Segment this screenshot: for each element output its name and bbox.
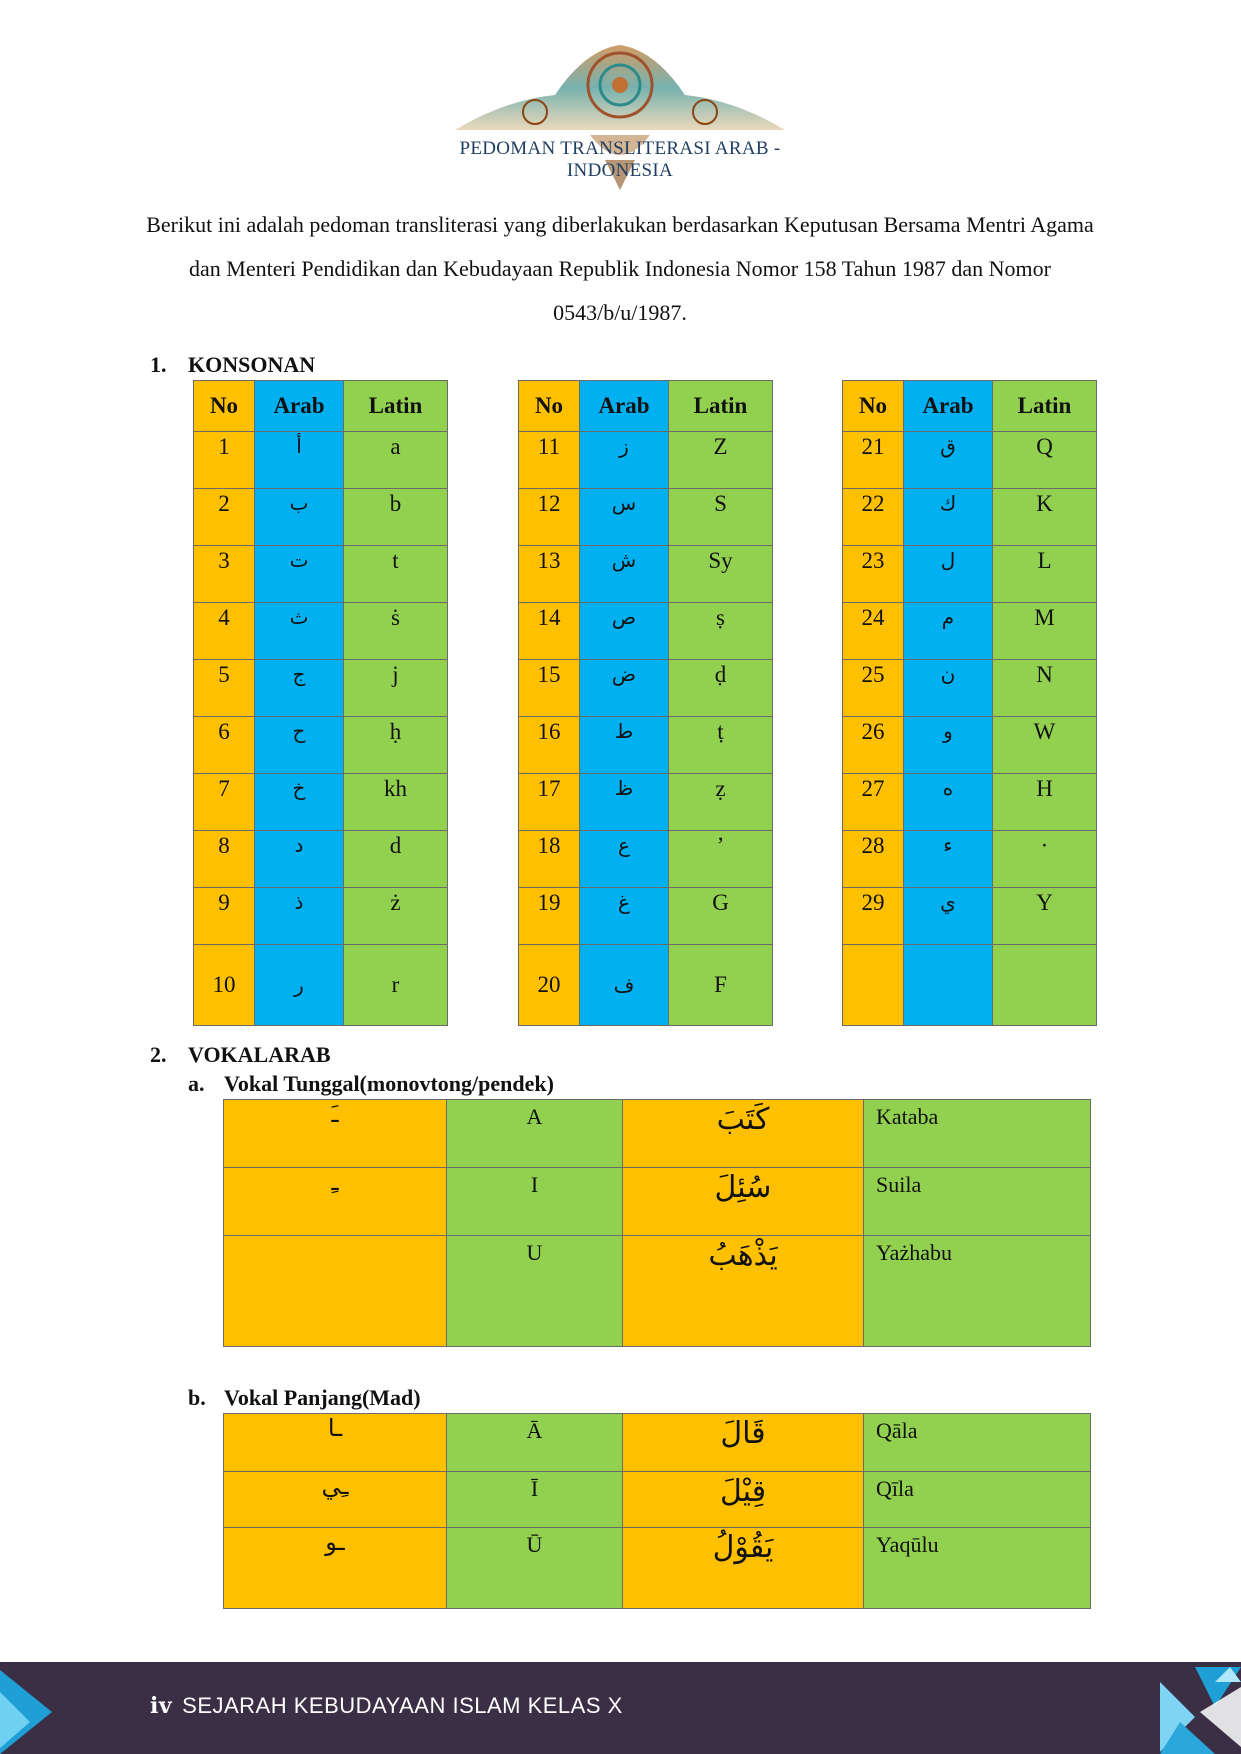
cell-empty xyxy=(993,945,1097,1026)
table-row xyxy=(519,489,773,546)
cell-no: 26 xyxy=(843,717,904,774)
vokal-panjang-table xyxy=(223,1413,1091,1609)
col-header-no: No xyxy=(843,381,904,432)
col-header-arab: Arab xyxy=(904,381,993,432)
cell-latin: Z xyxy=(669,432,773,489)
table-row xyxy=(519,432,773,489)
cell-arab: و xyxy=(904,717,993,774)
cell-no: 19 xyxy=(519,888,580,945)
cell-no: 7 xyxy=(194,774,255,831)
section-number: 2. xyxy=(150,1042,167,1067)
cell-arab: ب xyxy=(255,489,344,546)
cell-no: 15 xyxy=(519,660,580,717)
table-row xyxy=(843,774,1097,831)
cell-latin: kh xyxy=(344,774,448,831)
table-row xyxy=(194,945,448,1026)
table-row-empty xyxy=(843,945,1097,1026)
konsonan-table-3 xyxy=(842,380,1097,1026)
cell-arab: ث xyxy=(255,603,344,660)
col-header-arab: Arab xyxy=(255,381,344,432)
intro-paragraph: Berikut ini adalah pedoman transliterasi yang diberlakukan berdasarkan Keputusan Bersama Mentri Agama dan Menteri Pendidikan dan Kebudayaan Republik Indonesia Nomor 158 Tahun 1987 dan Nomor 0543/b/u/1987. xyxy=(146,212,1094,325)
cell-latin: Ā xyxy=(447,1414,623,1472)
cell-harakat: ـا xyxy=(224,1414,447,1472)
cell-no: 29 xyxy=(843,888,904,945)
cell-no: 22 xyxy=(843,489,904,546)
table-row xyxy=(519,603,773,660)
cell-latin: I xyxy=(447,1168,623,1236)
cell-empty xyxy=(904,945,993,1026)
cell-no: 9 xyxy=(194,888,255,945)
cell-no: 2 xyxy=(194,489,255,546)
cell-latin: U xyxy=(447,1236,623,1347)
cell-arab: ش xyxy=(580,546,669,603)
cell-example-latin: Qāla xyxy=(864,1414,1091,1472)
cell-arab: ي xyxy=(904,888,993,945)
cell-latin: a xyxy=(344,432,448,489)
cell-empty xyxy=(843,945,904,1026)
subsection-title-text: Vokal Tunggal(monovtong/pendek) xyxy=(224,1071,554,1096)
section-title-text: VOKALARAB xyxy=(188,1042,331,1067)
table-row xyxy=(194,717,448,774)
section-vokal-title xyxy=(150,1042,331,1068)
cell-harakat xyxy=(224,1236,447,1347)
cell-arab: ه xyxy=(904,774,993,831)
cell-no: 24 xyxy=(843,603,904,660)
cell-no: 6 xyxy=(194,717,255,774)
cell-no: 1 xyxy=(194,432,255,489)
cell-latin: G xyxy=(669,888,773,945)
subsection-title-text: Vokal Panjang(Mad) xyxy=(224,1385,421,1410)
cell-arab: ط xyxy=(580,717,669,774)
cell-example-arab: قَالَ xyxy=(623,1414,864,1472)
cell-harakat: ـِي xyxy=(224,1472,447,1528)
cell-latin: ḥ xyxy=(344,717,448,774)
cell-latin: A xyxy=(447,1100,623,1168)
cell-arab: ت xyxy=(255,546,344,603)
cell-arab: ر xyxy=(255,945,344,1026)
vokal-panjang-title xyxy=(188,1385,421,1411)
vokal-tunggal-table xyxy=(223,1099,1091,1347)
col-header-no: No xyxy=(194,381,255,432)
cell-no: 4 xyxy=(194,603,255,660)
table-row xyxy=(224,1414,1091,1472)
cell-latin: Sy xyxy=(669,546,773,603)
cell-no: 3 xyxy=(194,546,255,603)
cell-example-arab: سُئِلَ xyxy=(623,1168,864,1236)
subsection-label: a. xyxy=(188,1071,205,1096)
table-row xyxy=(843,603,1097,660)
cell-example-latin: Yażhabu xyxy=(864,1236,1091,1347)
cell-no: 12 xyxy=(519,489,580,546)
table-row xyxy=(224,1472,1091,1528)
footer-text xyxy=(150,1693,623,1719)
cell-arab: أ xyxy=(255,432,344,489)
table-row xyxy=(519,660,773,717)
table-row xyxy=(194,774,448,831)
cell-no: 20 xyxy=(519,945,580,1026)
cell-arab: د xyxy=(255,831,344,888)
cell-arab: خ xyxy=(255,774,344,831)
section-konsonan-title xyxy=(150,352,315,378)
cell-example-latin: Suila xyxy=(864,1168,1091,1236)
col-header-latin: Latin xyxy=(344,381,448,432)
cell-latin: t xyxy=(344,546,448,603)
table-row xyxy=(843,546,1097,603)
cell-latin: r xyxy=(344,945,448,1026)
col-header-latin: Latin xyxy=(669,381,773,432)
cell-example-arab: يَقُوْلُ xyxy=(623,1528,864,1609)
cell-arab: ج xyxy=(255,660,344,717)
cell-no: 21 xyxy=(843,432,904,489)
cell-example-arab: قِيْلَ xyxy=(623,1472,864,1528)
cell-arab: ك xyxy=(904,489,993,546)
cell-arab: ف xyxy=(580,945,669,1026)
cell-arab: ق xyxy=(904,432,993,489)
table-row xyxy=(843,432,1097,489)
cell-no: 18 xyxy=(519,831,580,888)
cell-latin: ṭ xyxy=(669,717,773,774)
cell-harakat: ـَ xyxy=(224,1100,447,1168)
footer-book-title: SEJARAH KEBUDAYAAN ISLAM KELAS X xyxy=(182,1693,623,1718)
table-row xyxy=(843,489,1097,546)
cell-arab: ح xyxy=(255,717,344,774)
table-row xyxy=(194,489,448,546)
cell-latin: N xyxy=(993,660,1097,717)
table-row xyxy=(194,660,448,717)
cell-no: 13 xyxy=(519,546,580,603)
cell-latin: ṡ xyxy=(344,603,448,660)
table-row xyxy=(519,945,773,1026)
table-row xyxy=(194,831,448,888)
table-row xyxy=(843,660,1097,717)
cell-no: 11 xyxy=(519,432,580,489)
cell-latin: ẓ xyxy=(669,774,773,831)
cell-latin: F xyxy=(669,945,773,1026)
konsonan-table-2 xyxy=(518,380,773,1026)
cell-no: 28 xyxy=(843,831,904,888)
table-row xyxy=(519,774,773,831)
table-row xyxy=(519,831,773,888)
cell-arab: ظ xyxy=(580,774,669,831)
col-header-no: No xyxy=(519,381,580,432)
cell-no: 5 xyxy=(194,660,255,717)
cell-latin: W xyxy=(993,717,1097,774)
cell-latin: j xyxy=(344,660,448,717)
subsection-label: b. xyxy=(188,1385,206,1410)
cell-arab: ز xyxy=(580,432,669,489)
cell-arab: ل xyxy=(904,546,993,603)
cell-arab: م xyxy=(904,603,993,660)
cell-arab: س xyxy=(580,489,669,546)
cell-arab: ض xyxy=(580,660,669,717)
cell-arab: ص xyxy=(580,603,669,660)
cell-arab: ع xyxy=(580,831,669,888)
cell-latin: M xyxy=(993,603,1097,660)
header-title: PEDOMAN TRANSLITERASI ARAB - INDONESIA xyxy=(459,138,781,181)
vokal-tunggal-title xyxy=(188,1071,554,1097)
col-header-latin: Latin xyxy=(993,381,1097,432)
konsonan-table-1 xyxy=(193,380,448,1026)
cell-latin: L xyxy=(993,546,1097,603)
table-row xyxy=(519,717,773,774)
cell-latin: ’ xyxy=(669,831,773,888)
cell-no: 8 xyxy=(194,831,255,888)
table-row xyxy=(194,603,448,660)
cell-arab: ذ xyxy=(255,888,344,945)
cell-latin: Ū xyxy=(447,1528,623,1609)
cell-no: 25 xyxy=(843,660,904,717)
cell-latin: d xyxy=(344,831,448,888)
table-row xyxy=(519,888,773,945)
page-number: iv xyxy=(150,1693,173,1719)
cell-example-arab: يَذْهَبُ xyxy=(623,1236,864,1347)
cell-latin: · xyxy=(993,831,1097,888)
cell-latin: Q xyxy=(993,432,1097,489)
table-row xyxy=(843,831,1097,888)
cell-latin: Ī xyxy=(447,1472,623,1528)
cell-harakat: ـِ xyxy=(224,1168,447,1236)
table-row xyxy=(194,546,448,603)
cell-latin: Y xyxy=(993,888,1097,945)
cell-arab: غ xyxy=(580,888,669,945)
table-row xyxy=(224,1528,1091,1609)
cell-latin: ż xyxy=(344,888,448,945)
table-row xyxy=(519,546,773,603)
cell-latin: ṣ xyxy=(669,603,773,660)
cell-arab: ء xyxy=(904,831,993,888)
cell-latin: K xyxy=(993,489,1097,546)
table-row xyxy=(224,1100,1091,1168)
table-row xyxy=(194,888,448,945)
table-row xyxy=(224,1236,1091,1347)
table-row xyxy=(843,717,1097,774)
cell-latin: b xyxy=(344,489,448,546)
cell-no: 14 xyxy=(519,603,580,660)
cell-example-latin: Kataba xyxy=(864,1100,1091,1168)
cell-latin: ḍ xyxy=(669,660,773,717)
table-row xyxy=(843,888,1097,945)
cell-latin: H xyxy=(993,774,1097,831)
cell-no: 10 xyxy=(194,945,255,1026)
cell-no: 16 xyxy=(519,717,580,774)
cell-latin: S xyxy=(669,489,773,546)
table-row xyxy=(224,1168,1091,1236)
cell-example-latin: Qīla xyxy=(864,1472,1091,1528)
cell-no: 17 xyxy=(519,774,580,831)
cell-arab: ن xyxy=(904,660,993,717)
table-row xyxy=(194,432,448,489)
cell-example-arab: كَتَبَ xyxy=(623,1100,864,1168)
section-title-text: KONSONAN xyxy=(188,352,316,377)
cell-example-latin: Yaqūlu xyxy=(864,1528,1091,1609)
section-number: 1. xyxy=(150,352,167,377)
cell-harakat: ـو xyxy=(224,1528,447,1609)
cell-no: 23 xyxy=(843,546,904,603)
cell-no: 27 xyxy=(843,774,904,831)
col-header-arab: Arab xyxy=(580,381,669,432)
